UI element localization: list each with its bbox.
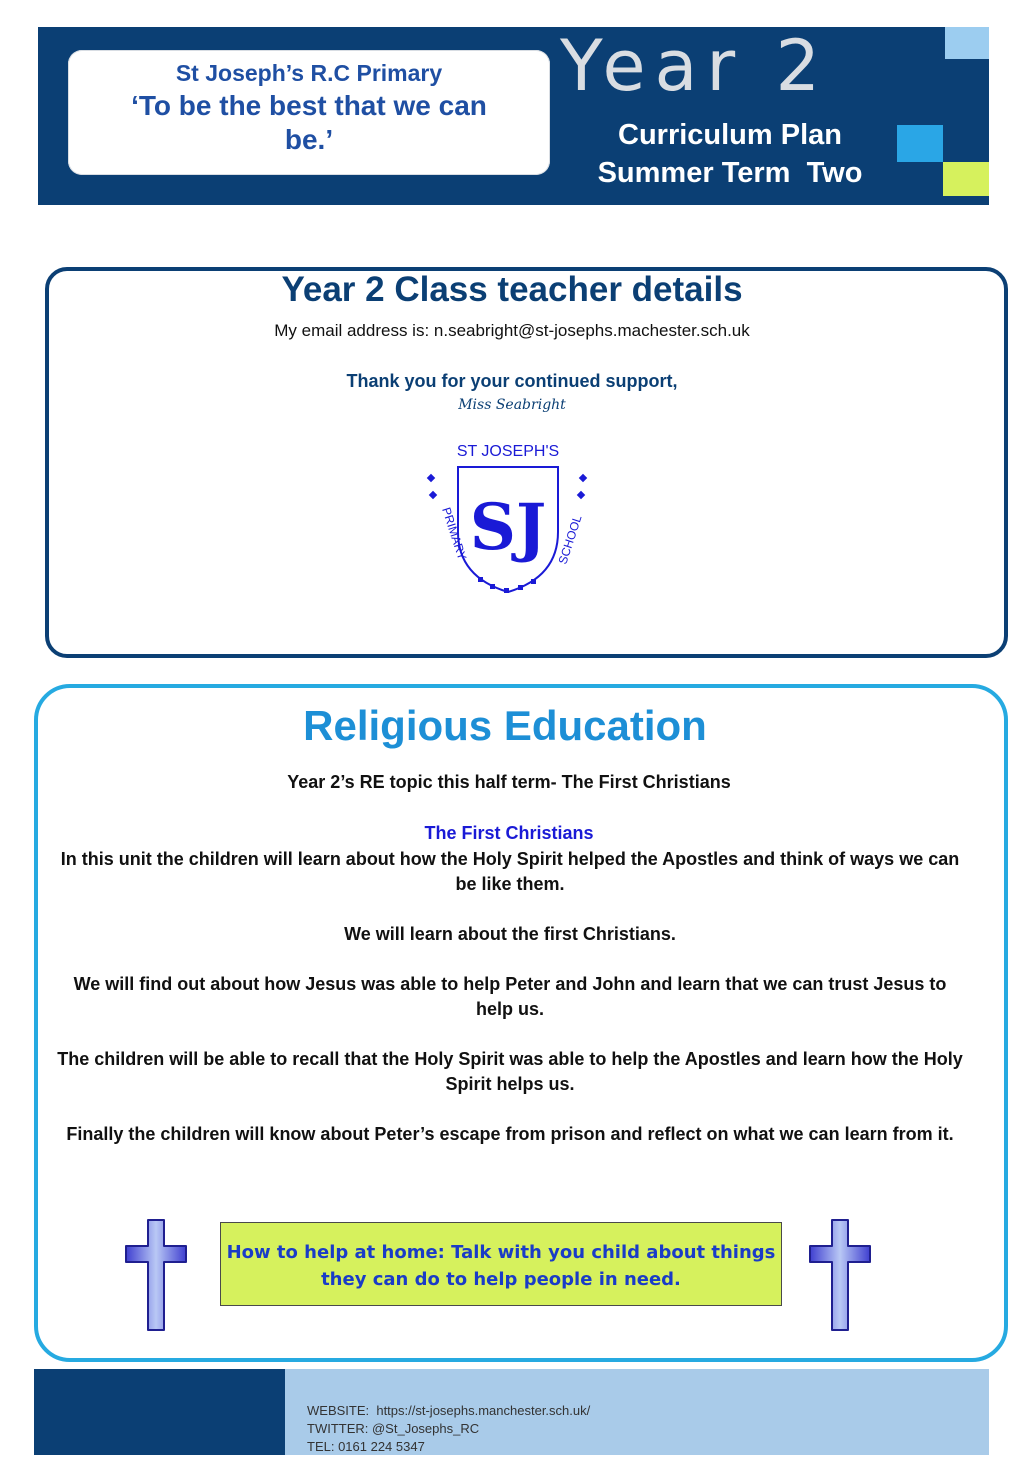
footer-twitter[interactable]: TWITTER: @St_Josephs_RC [307,1421,480,1436]
plan-line-1: Curriculum Plan [618,119,842,151]
re-paragraph: In this unit the children will learn about how the Holy Spirit helped the Apostles and think of ways we can be like them. [60,849,960,894]
decor-square [943,162,989,196]
cross-icon [808,1218,872,1332]
decor-square [897,125,943,162]
help-at-home-text [221,1239,781,1293]
school-name: St Joseph’s R.C Primary [175,60,443,86]
plan-line-2: Summer Term Two [597,157,863,189]
school-motto: ‘To be the best that we can be.’ [131,90,487,155]
logo-monogram: SJ [469,490,547,565]
decor-square [945,27,989,59]
re-paragraph: Finally the children will know about Peter’s escape from prison and reflect on what we can learn from it. [66,1124,954,1144]
cross-icon [124,1218,188,1332]
re-paragraph: We will learn about the first Christians. [344,924,676,944]
re-heading: Religious Education [303,702,707,749]
teacher-thanks: Thank you for your continued support, [346,371,678,391]
logo-left-text: PRIMARY [439,505,470,562]
help-at-home-box [220,1222,782,1306]
re-topic: Year 2’s RE topic this half term- The First Christians [287,772,731,792]
re-subheading: The First Christians [424,823,594,843]
school-logo [418,437,598,599]
footer-dark-block [34,1369,285,1455]
curriculum-plan-title [560,116,900,192]
re-paragraph: The children will be able to recall that the Holy Spirit was able to help the Apostles and learn how the Holy Spirit helps us. [57,1049,963,1094]
year-title: Year 2 [560,25,829,107]
teacher-signature: Miss Seabright [458,397,566,413]
footer-website[interactable]: WEBSITE: https://st-josephs.manchester.sch.uk/ [307,1403,591,1418]
teacher-heading: Year 2 Class teacher details [281,270,743,309]
teacher-email: My email address is: n.seabright@st-josephs.machester.sch.uk [274,321,750,340]
footer-tel: TEL: 0161 224 5347 [307,1439,425,1454]
logo-right-text: SCHOOL [555,513,585,566]
school-card [68,50,550,175]
footer-contact [307,1402,590,1456]
help-line-2: they can do to help people in need. [321,1269,681,1290]
re-paragraph: We will find out about how Jesus was able to help Peter and John and learn that we can trust Jesus to help us. [73,974,947,1019]
logo-top-text: ST JOSEPH'S [456,443,560,460]
help-line-1: How to help at home: Talk with you child about things [226,1242,776,1263]
